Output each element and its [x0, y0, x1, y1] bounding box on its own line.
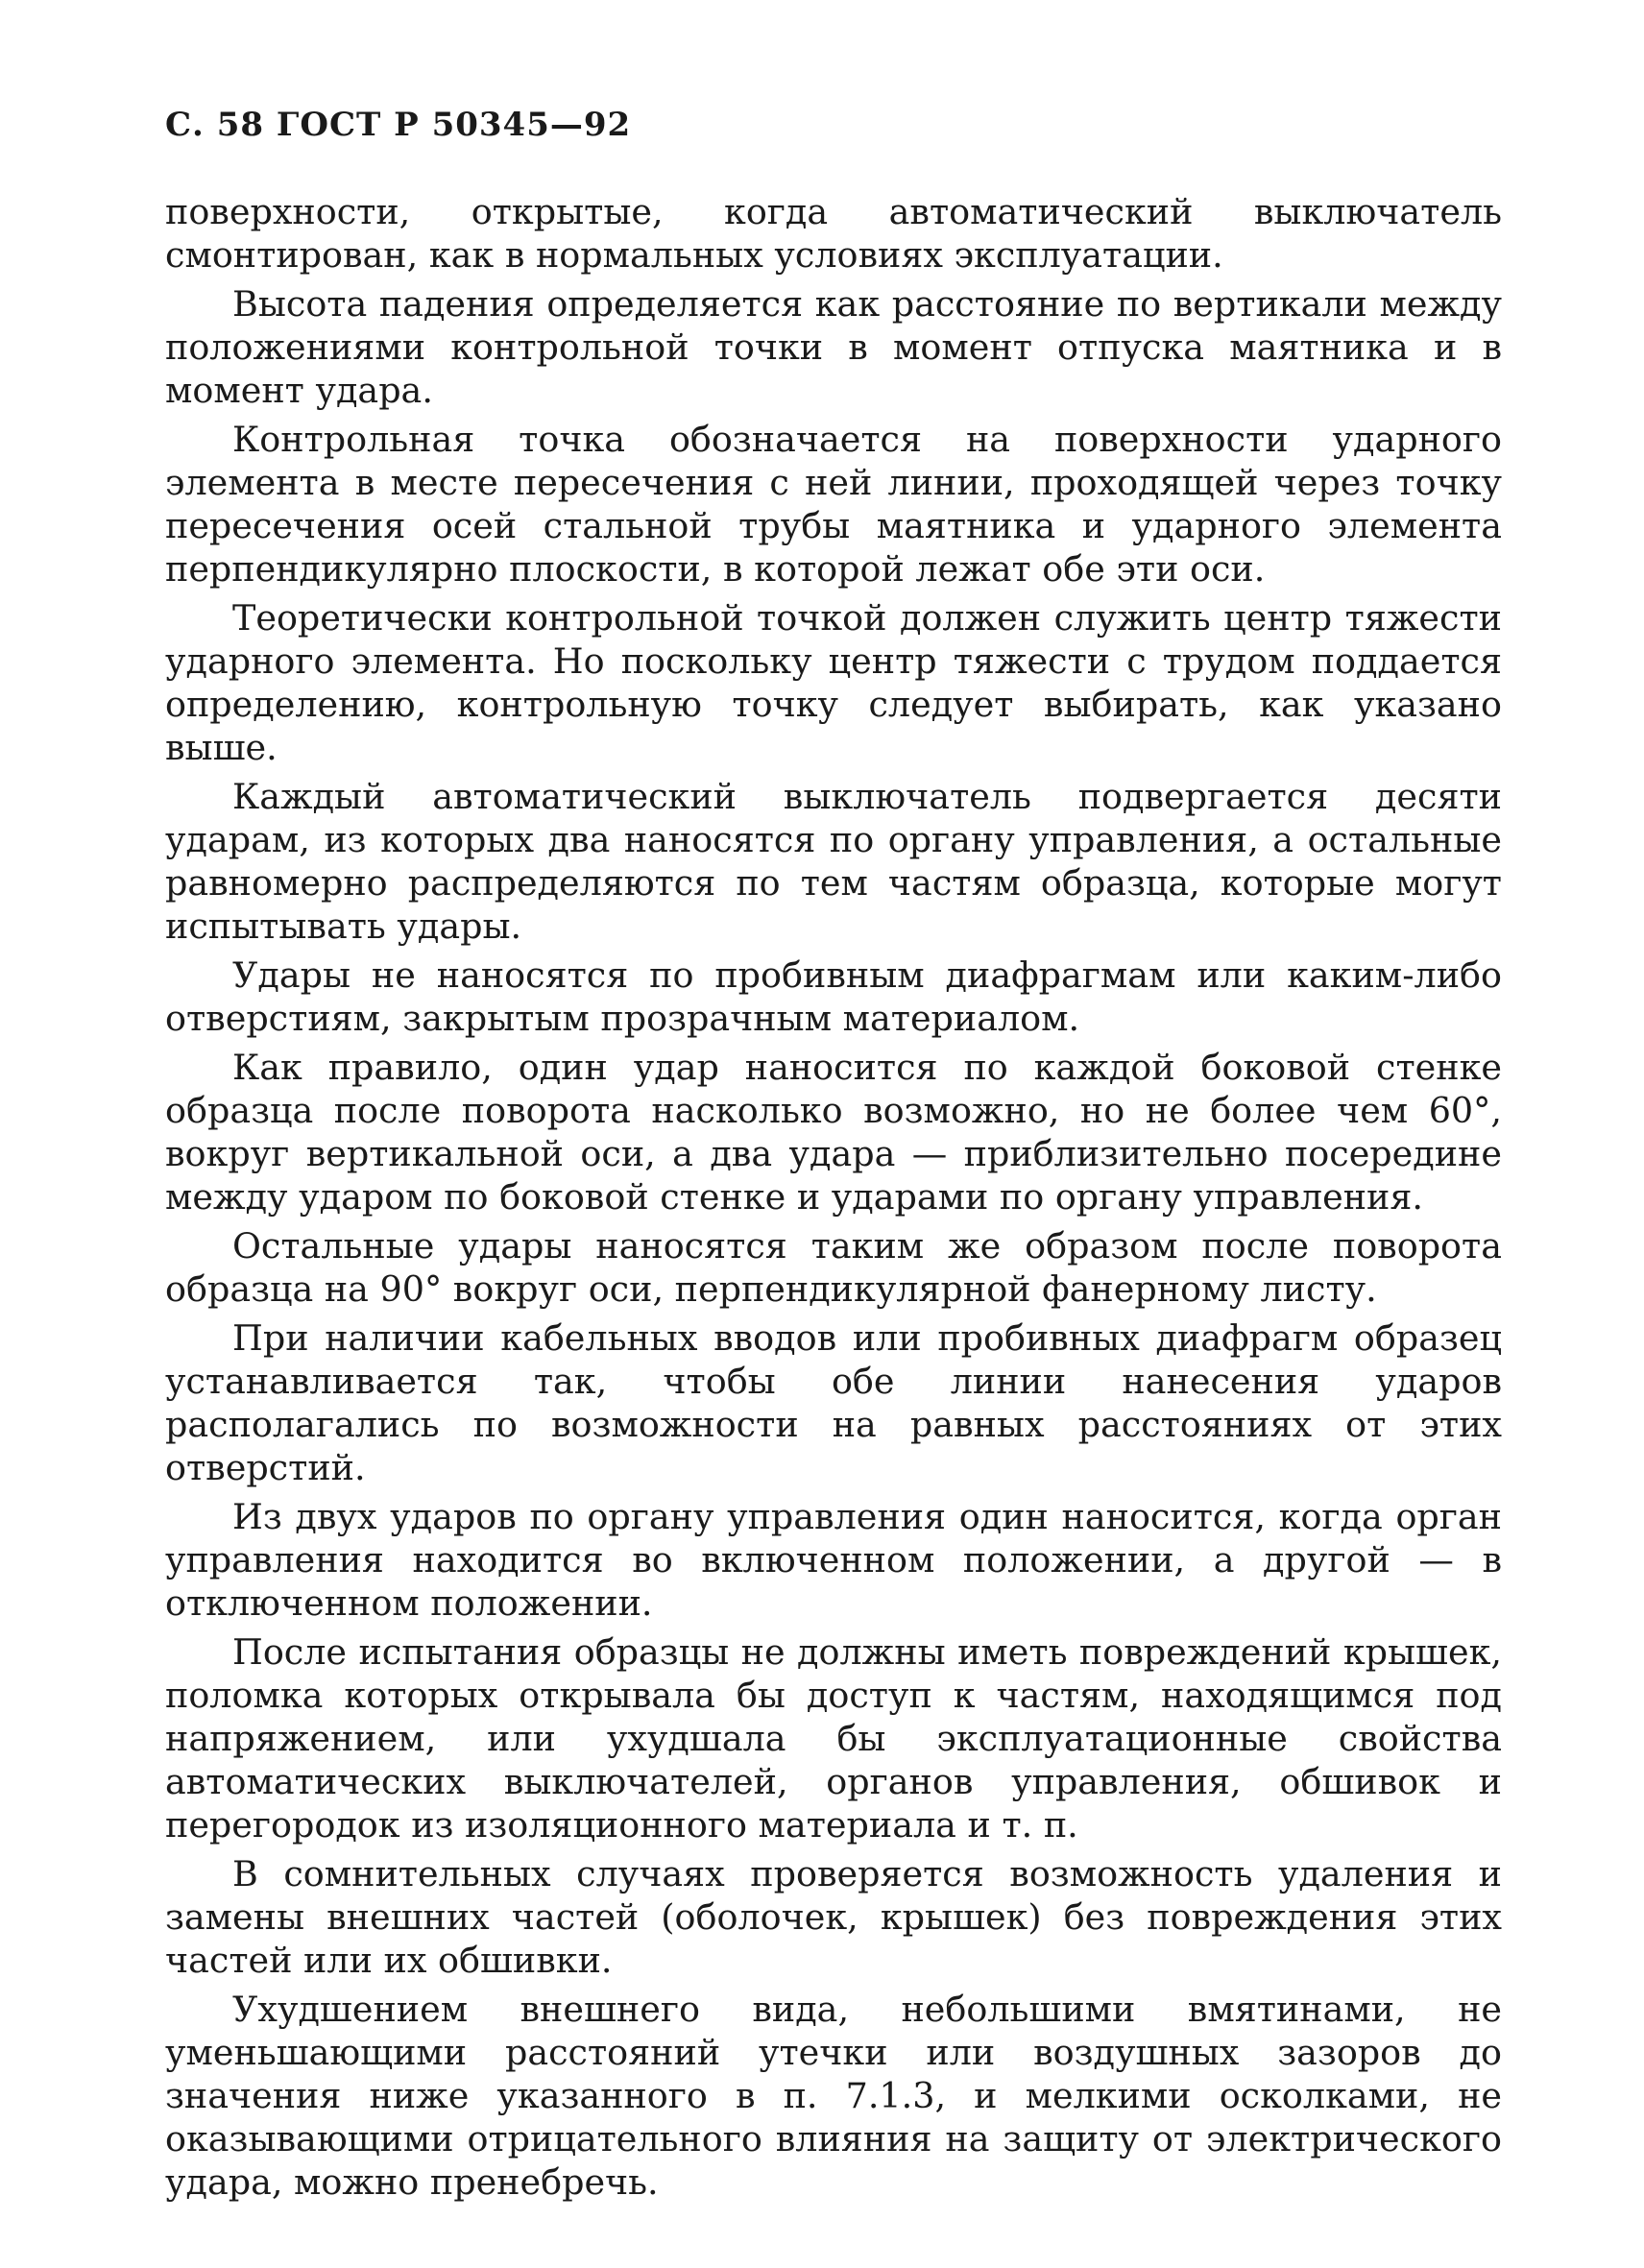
- paragraph: Высота падения определяется как расстояние по вертикали между положениями контрольной точки в момент отпуска маятника и в момент удара.: [165, 283, 1502, 411]
- paragraph: Теоретически контрольной точкой должен служить центр тяжести ударного элемента. Но поскольку центр тяжести с трудом поддается определению, контрольную точку следует выбирать, как указано выше.: [165, 597, 1502, 768]
- paragraph: Каждый автоматический выключатель подвергается десяти ударам, из которых два наносятся по органу управления, а остальные равномерно распределяются по тем частям образца, которые могут испытывать удары.: [165, 776, 1502, 947]
- paragraph: Контрольная точка обозначается на поверхности ударного элемента в месте пересечения с ней линии, проходящей через точку пересечения осей стальной трубы маятника и ударного элемента перпендикулярно плоскости, в которой лежат обе эти оси.: [165, 419, 1502, 590]
- paragraph: Удары не наносятся по пробивным диафрагмам или каким-либо отверстиям, закрытым прозрачным материалом.: [165, 954, 1502, 1039]
- paragraph: поверхности, открытые, когда автоматический выключатель смонтирован, как в нормальных условиях эксплуатации.: [165, 191, 1502, 276]
- paragraph: Как правило, один удар наносится по каждой боковой стенке образца после поворота насколько возможно, но не более чем 60°, вокруг вертикальной оси, а два удара — приблизительно посередине между ударом по боковой стенке и ударами по органу управления.: [165, 1047, 1502, 1218]
- page-header: С. 58 ГОСТ Р 50345—92: [165, 106, 632, 144]
- paragraph: В сомнительных случаях проверяется возможность удаления и замены внешних частей (оболочек, крышек) без повреждения этих частей или их обшивки.: [165, 1853, 1502, 1981]
- paragraph: После испытания образцы не должны иметь повреждений крышек, поломка которых открывала бы доступ к частям, находящимся под напряжением, или ухудшала бы эксплуатационные свойства автоматических выключателей, органов управления, обшивок и перегородок из изоляционного материала и т. п.: [165, 1631, 1502, 1846]
- document-body: [165, 190, 1502, 2209]
- paragraph: При наличии кабельных вводов или пробивных диафрагм образец устанавливается так, чтобы обе линии нанесения ударов располагались по возможности на равных расстояниях от этих отверстий.: [165, 1317, 1502, 1488]
- paragraph: Ухудшением внешнего вида, небольшими вмятинами, не уменьшающими расстояний утечки или воздушных зазоров до значения ниже указанного в п. 7.1.3, и мелкими осколками, не оказывающими отрицательного влияния на защиту от электрического удара, можно пренебречь.: [165, 1989, 1502, 2203]
- paragraph: Из двух ударов по органу управления один наносится, когда орган управления находится во включенном положении, а другой — в отключенном положении.: [165, 1496, 1502, 1624]
- paragraph: Остальные удары наносятся таким же образом после поворота образца на 90° вокруг оси, перпендикулярной фанерному листу.: [165, 1225, 1502, 1310]
